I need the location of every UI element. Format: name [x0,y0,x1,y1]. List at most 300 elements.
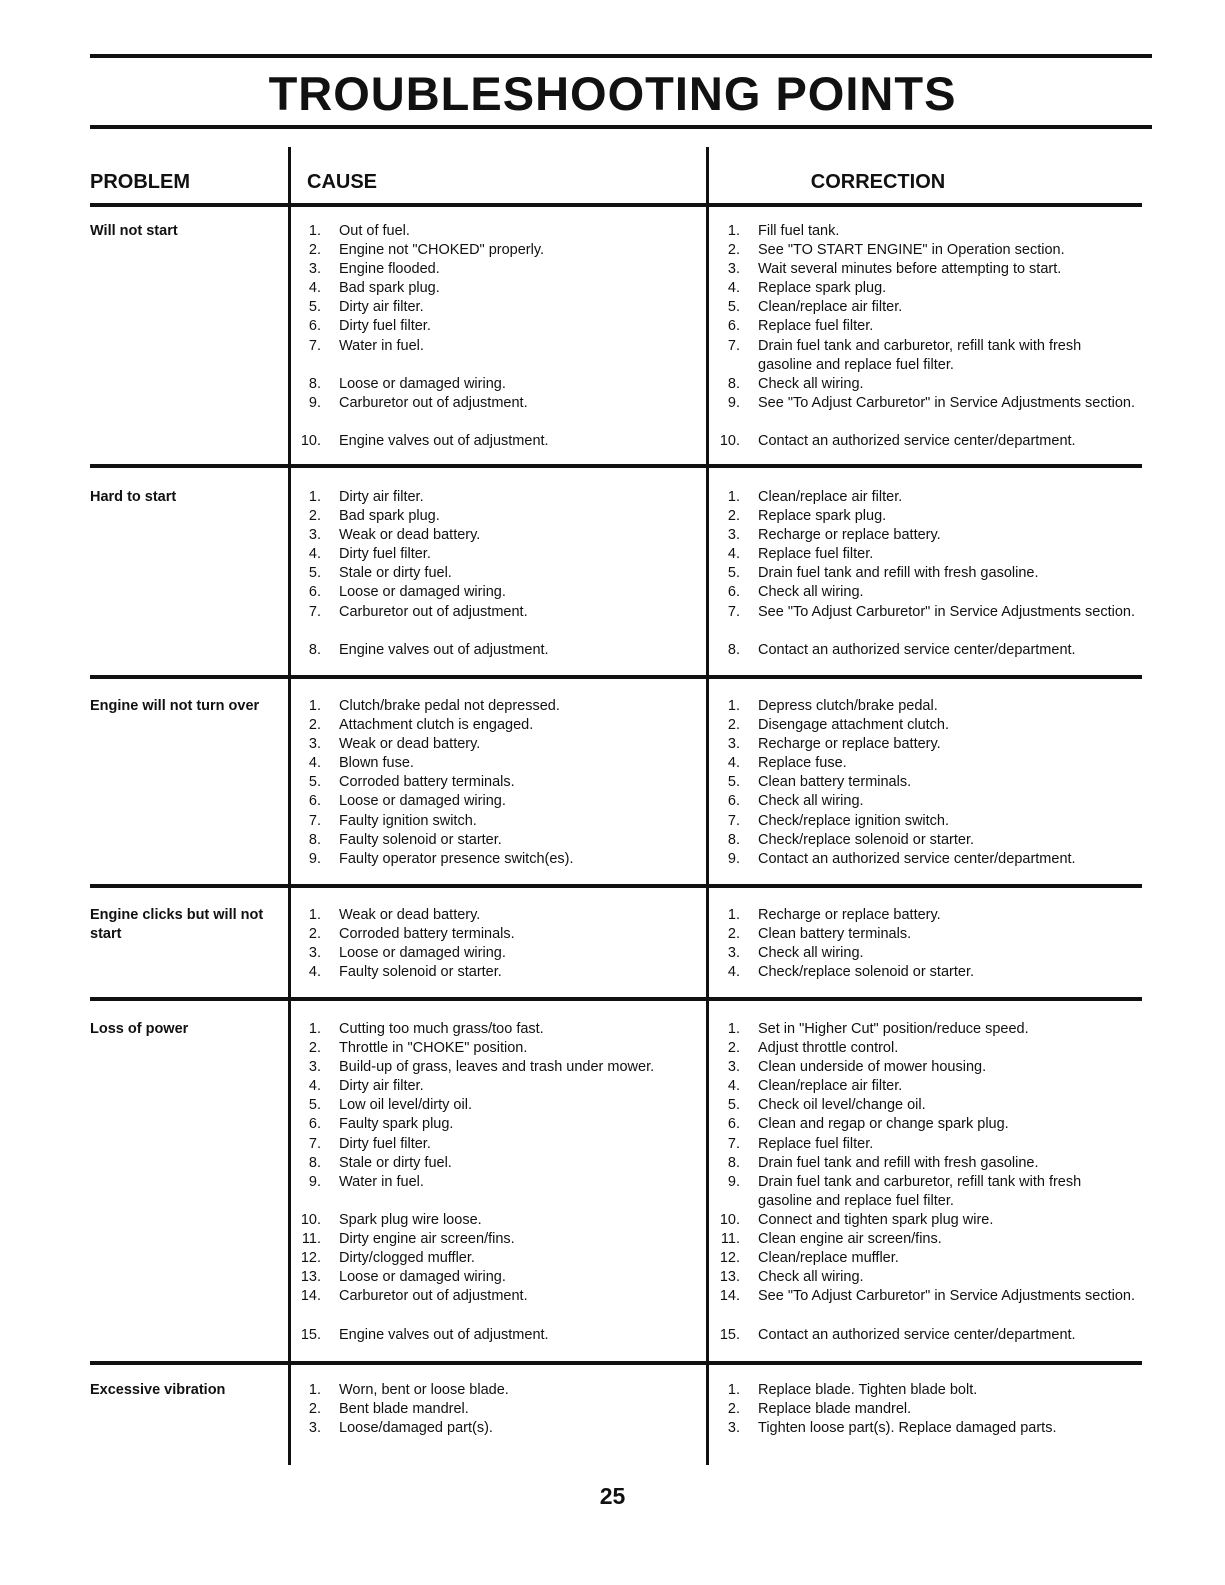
correction-text: Clean battery terminals. [758,926,912,943]
cause-item [297,1096,707,1115]
cause-list [297,1381,707,1438]
cause-text: Loose or damaged wiring. [339,375,506,392]
correction-item [716,526,1136,545]
item-number: 5. [308,299,321,316]
correction-item [716,812,1136,831]
item-number: 3. [727,1059,740,1076]
cause-text: Stale or dirty fuel. [339,1154,452,1171]
cause-text: Corroded battery terminals. [339,926,515,943]
cause-text: Carburetor out of adjustment. [339,603,528,620]
correction-item [716,1326,1136,1345]
item-number: 4. [308,755,321,772]
cause-item [297,944,707,963]
correction-list [716,222,1136,451]
cause-text: Dirty engine air screen/fins. [339,1231,515,1248]
item-number: 9. [727,1173,740,1190]
correction-item [716,375,1136,394]
correction-text: Drain fuel tank and refill with fresh gasoline. [758,1154,1039,1171]
item-number: 8. [308,1154,321,1171]
item-number: 2. [727,508,740,525]
cause-item [297,1058,707,1077]
item-number: 2. [308,926,321,943]
correction-text: Recharge or replace battery. [758,907,941,923]
cause-text: Dirty fuel filter. [339,546,431,563]
title-top-rule [90,54,1152,58]
item-number: 5. [727,299,740,316]
cause-item [297,545,707,564]
item-number: 7. [308,812,321,829]
correction-item [716,1154,1136,1173]
correction-text: Drain fuel tank and refill with fresh gasoline. [758,565,1039,582]
cause-item [297,1419,707,1438]
cause-item [297,792,707,811]
item-number: 5. [727,1097,740,1114]
item-number: 9. [308,1173,321,1190]
cause-item [297,1039,707,1058]
correction-item [716,337,1136,375]
item-number: 3. [727,1420,740,1437]
cause-item [297,812,707,831]
cause-item [297,260,707,279]
cause-item [297,583,707,602]
item-number: 7. [727,812,740,829]
item-number: 14. [719,1288,740,1305]
item-number: 1. [308,1382,321,1398]
title-bottom-rule [90,125,1152,129]
correction-text: Contact an authorized service center/department. [758,850,1076,867]
correction-text: Replace fuel filter. [758,1135,874,1152]
item-number: 8. [308,831,321,848]
cause-item [297,1287,707,1325]
cause-item [297,394,707,432]
correction-item [716,925,1136,944]
section-separator [90,884,1142,888]
cause-text: Bent blade mandrel. [339,1401,469,1418]
cause-item [297,222,707,241]
cause-item [297,1077,707,1096]
correction-text: Contact an authorized service center/department. [758,1326,1076,1343]
item-number: 5. [308,1097,321,1114]
item-number: 3. [308,527,321,544]
cause-text: Faulty operator presence switch(es). [339,850,574,867]
cause-text: Dirty fuel filter. [339,318,431,335]
correction-text: See "To Adjust Carburetor" in Service Adjustments section. [758,603,1136,620]
problem-label: Excessive vibration [90,1382,226,1398]
correction-text: Connect and tighten spark plug wire. [758,1211,994,1228]
page-title: TROUBLESHOOTING POINTS [268,67,957,120]
correction-item [716,317,1136,336]
item-number: 4. [727,1078,740,1095]
correction-text: Replace fuel filter. [758,546,874,563]
item-number: 5. [727,774,740,791]
item-number: 7. [727,603,740,620]
item-number: 10. [300,1211,321,1228]
item-number: 10. [719,1211,740,1228]
cause-list [297,1020,707,1345]
cause-item [297,564,707,583]
cause-text: Faulty solenoid or starter. [339,831,502,848]
cause-text: Water in fuel. [339,337,424,354]
correction-item [716,298,1136,317]
item-number: 9. [308,850,321,867]
correction-text: Fill fuel tank. [758,223,840,239]
cause-item [297,488,707,507]
correction-item [716,545,1136,564]
item-number: 1. [308,1021,321,1037]
cause-text: Loose or damaged wiring. [339,584,506,601]
cause-item [297,241,707,260]
header-correction: CORRECTION [810,171,946,193]
correction-item [716,1096,1136,1115]
cause-item [297,526,707,545]
correction-text: Clean/replace air filter. [758,489,903,505]
cause-item [297,735,707,754]
cause-item [297,1326,707,1345]
cause-item [297,1268,707,1287]
item-number: 1. [727,1021,740,1037]
cause-text: Weak or dead battery. [339,736,481,753]
item-number: 3. [727,527,740,544]
item-number: 2. [727,1040,740,1057]
item-number: 8. [727,375,740,392]
item-number: 1. [727,223,740,239]
cause-item [297,1249,707,1268]
item-number: 3. [727,736,740,753]
item-number: 3. [308,261,321,278]
item-number: 6. [308,318,321,335]
header-problem: PROBLEM [90,171,190,193]
section-separator [90,675,1142,679]
item-number: 11. [720,1231,740,1248]
correction-text: Contact an authorized service center/department. [758,433,1076,450]
item-number: 5. [308,565,321,582]
correction-item [716,241,1136,260]
correction-text: Replace spark plug. [758,280,887,297]
section-separator [90,997,1142,1001]
correction-text: Disengage attachment clutch. [758,717,950,734]
cause-text: Throttle in "CHOKE" position. [339,1040,528,1057]
item-number: 1. [727,489,740,505]
cause-list [297,222,707,451]
item-number: 7. [308,337,321,354]
item-number: 9. [727,850,740,867]
correction-text: Clean engine air screen/fins. [758,1231,942,1248]
cause-text: Blown fuse. [339,755,414,772]
item-number: 6. [727,793,740,810]
cause-text: Build-up of grass, leaves and trash under mower. [339,1059,655,1076]
cause-item [297,337,707,375]
correction-text: Check oil level/change oil. [758,1097,926,1114]
cause-text: Corroded battery terminals. [339,774,515,791]
correction-item [716,716,1136,735]
correction-item [716,697,1136,716]
item-number: 2. [308,1040,321,1057]
cause-text: Spark plug wire loose. [339,1211,482,1228]
correction-text: Recharge or replace battery. [758,527,941,544]
correction-item [716,1135,1136,1154]
cause-item [297,925,707,944]
correction-item [716,583,1136,602]
cause-item [297,317,707,336]
item-number: 4. [727,964,740,981]
correction-text: Check all wiring. [758,375,864,392]
item-number: 6. [727,584,740,601]
cause-item [297,1173,707,1211]
item-number: 1. [727,698,740,714]
item-number: 1. [308,698,321,714]
item-number: 10. [300,433,321,450]
item-number: 3. [727,261,740,278]
correction-list [716,1020,1136,1345]
correction-text: Check all wiring. [758,945,864,962]
correction-item [716,754,1136,773]
cause-text: Bad spark plug. [339,280,440,297]
cause-text: Loose or damaged wiring. [339,793,506,810]
item-number: 3. [308,1420,321,1437]
item-number: 13. [719,1269,740,1286]
cause-item [297,773,707,792]
page-number: 25 [599,1483,626,1509]
cause-text: Dirty air filter. [339,299,424,316]
correction-item [716,735,1136,754]
cause-item [297,906,707,925]
cause-text: Loose/damaged part(s). [339,1420,493,1437]
cause-text: Bad spark plug. [339,508,440,525]
cause-text: Worn, bent or loose blade. [339,1382,509,1398]
cause-item [297,603,707,641]
cause-text: Attachment clutch is engaged. [339,717,534,734]
item-number: 8. [308,375,321,392]
item-number: 14. [300,1288,321,1305]
cause-text: Engine flooded. [339,261,440,278]
correction-item [716,260,1136,279]
item-number: 13. [300,1269,321,1286]
cause-text: Loose or damaged wiring. [339,1269,506,1286]
correction-item [716,603,1136,641]
correction-list [716,488,1136,660]
item-number: 4. [727,755,740,772]
cause-text: Carburetor out of adjustment. [339,1288,528,1305]
cause-item [297,716,707,735]
correction-text: Wait several minutes before attempting to start. [758,261,1062,278]
column-divider-left [288,147,291,1465]
item-number: 8. [727,831,740,848]
correction-item [716,944,1136,963]
cause-item [297,1020,707,1039]
correction-text: Tighten loose part(s). Replace damaged parts. [758,1420,1057,1437]
item-number: 4. [727,546,740,563]
correction-text: Check/replace solenoid or starter. [758,964,974,981]
correction-item [716,222,1136,241]
item-number: 4. [308,964,321,981]
cause-list [297,906,707,982]
item-number: 3. [727,945,740,962]
item-number: 2. [727,926,740,943]
correction-item [716,1381,1136,1400]
item-number: 2. [308,508,321,525]
correction-item [716,831,1136,850]
correction-text: Check all wiring. [758,1269,864,1286]
cause-text: Dirty air filter. [339,1078,424,1095]
correction-item [716,488,1136,507]
cause-text: Engine valves out of adjustment. [339,433,549,450]
correction-item [716,1268,1136,1287]
correction-list [716,697,1136,869]
cause-text: Engine valves out of adjustment. [339,1326,549,1343]
cause-item [297,831,707,850]
item-number: 7. [727,1135,740,1152]
item-number: 12. [719,1250,740,1267]
cause-item [297,1230,707,1249]
cause-item [297,641,707,660]
item-number: 3. [308,1059,321,1076]
item-number: 10. [719,433,740,450]
correction-item [716,1039,1136,1058]
item-number: 2. [308,1401,321,1418]
cause-text: Faulty spark plug. [339,1116,454,1133]
item-number: 1. [308,223,321,239]
cause-text: Dirty fuel filter. [339,1135,431,1152]
correction-text: See "TO START ENGINE" in Operation section. [758,242,1065,259]
correction-item [716,1230,1136,1249]
item-number: 5. [308,774,321,791]
correction-item [716,1058,1136,1077]
item-number: 2. [727,717,740,734]
cause-text: Low oil level/dirty oil. [339,1097,472,1114]
item-number: 11. [301,1231,321,1248]
cause-item [297,850,707,869]
item-number: 2. [308,242,321,259]
item-number: 12. [300,1250,321,1267]
item-number: 5. [727,565,740,582]
correction-text: Check/replace solenoid or starter. [758,831,974,848]
item-number: 2. [727,242,740,259]
item-number: 7. [727,337,740,354]
item-number: 1. [727,1382,740,1398]
correction-item [716,279,1136,298]
correction-text: Replace blade mandrel. [758,1401,912,1418]
item-number: 9. [727,394,740,411]
correction-item [716,507,1136,526]
correction-text: Replace blade. Tighten blade bolt. [758,1382,978,1398]
correction-item [716,1211,1136,1230]
cause-text: Engine valves out of adjustment. [339,641,549,658]
correction-item [716,792,1136,811]
cause-text: Loose or damaged wiring. [339,945,506,962]
correction-item [716,432,1136,451]
cause-text: Stale or dirty fuel. [339,565,452,582]
cause-text: Clutch/brake pedal not depressed. [339,698,560,714]
correction-item [716,1077,1136,1096]
correction-list [716,1381,1136,1438]
cause-item [297,1211,707,1230]
correction-item [716,1249,1136,1268]
problem-label: Engine will not turn over [90,698,260,714]
cause-item [297,754,707,773]
correction-text: Set in "Higher Cut" position/reduce speed. [758,1021,1029,1037]
item-number: 8. [727,641,740,658]
cause-text: Dirty air filter. [339,489,424,505]
cause-text: Dirty/clogged muffler. [339,1250,475,1267]
section-separator [90,464,1142,468]
item-number: 1. [727,907,740,923]
item-number: 15. [300,1326,321,1343]
correction-text: Replace fuse. [758,755,847,772]
cause-item [297,1135,707,1154]
item-number: 6. [308,793,321,810]
correction-text: Recharge or replace battery. [758,736,941,753]
correction-text: Drain fuel tank and carburetor, refill tank with fresh gasoline and replace fuel filter. [758,337,1082,373]
cause-item [297,1381,707,1400]
correction-text: See "To Adjust Carburetor" in Service Adjustments section. [758,394,1136,411]
problem-label: Engine clicks but will not start [90,907,264,942]
correction-text: Check all wiring. [758,793,864,810]
item-number: 3. [308,736,321,753]
cause-item [297,1400,707,1419]
correction-text: Contact an authorized service center/department. [758,641,1076,658]
cause-text: Weak or dead battery. [339,527,481,544]
item-number: 7. [308,603,321,620]
item-number: 4. [308,546,321,563]
correction-item [716,773,1136,792]
section-separator [90,1361,1142,1365]
item-number: 2. [308,717,321,734]
correction-item [716,1115,1136,1134]
correction-item [716,1419,1136,1438]
item-number: 4. [308,1078,321,1095]
item-number: 6. [727,318,740,335]
correction-item [716,394,1136,432]
item-number: 6. [727,1116,740,1133]
correction-text: Replace spark plug. [758,508,887,525]
cause-text: Out of fuel. [339,223,410,239]
cause-text: Cutting too much grass/too fast. [339,1021,544,1037]
item-number: 3. [308,945,321,962]
cause-item [297,963,707,982]
correction-text: Replace fuel filter. [758,318,874,335]
correction-text: Depress clutch/brake pedal. [758,698,938,714]
correction-item [716,963,1136,982]
cause-item [297,507,707,526]
item-number: 4. [727,280,740,297]
cause-list [297,488,707,660]
correction-text: Clean/replace air filter. [758,1078,903,1095]
problem-label: Loss of power [90,1021,189,1037]
correction-item [716,641,1136,660]
correction-list [716,906,1136,982]
cause-text: Engine not "CHOKED" properly. [339,242,545,259]
header-separator [90,203,1142,207]
cause-item [297,279,707,298]
correction-text: Check/replace ignition switch. [758,812,950,829]
item-number: 8. [308,641,321,658]
item-number: 15. [719,1326,740,1343]
correction-text: Clean battery terminals. [758,774,912,791]
correction-text: Adjust throttle control. [758,1040,899,1057]
item-number: 9. [308,394,321,411]
cause-item [297,432,707,451]
problem-label: Hard to start [90,489,177,505]
item-number: 1. [308,907,321,923]
correction-item [716,906,1136,925]
correction-item [716,1287,1136,1325]
correction-item [716,1020,1136,1039]
cause-text: Water in fuel. [339,1173,424,1190]
item-number: 4. [308,280,321,297]
item-number: 6. [308,584,321,601]
correction-text: Clean underside of mower housing. [758,1059,987,1076]
correction-text: Clean/replace muffler. [758,1250,899,1267]
